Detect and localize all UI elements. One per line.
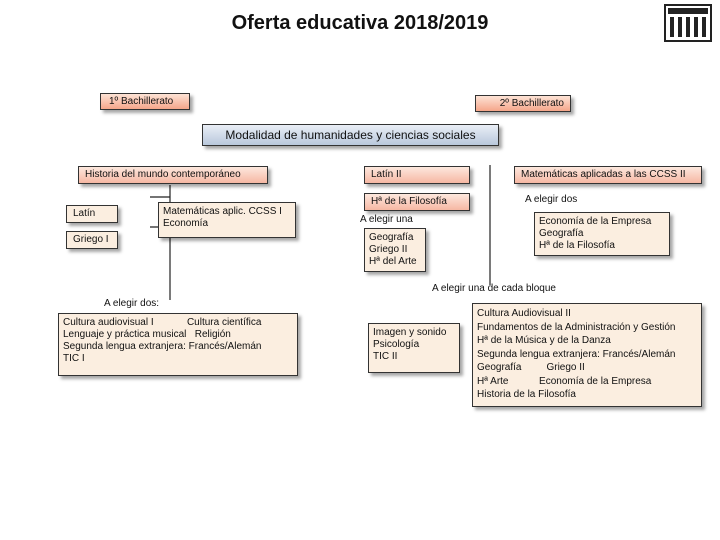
institution-logo-icon [664, 4, 712, 42]
second-year-header: 2º Bachillerato [475, 95, 571, 112]
y1-greek-box: Griego I [66, 231, 118, 249]
y2-philosophy-box: Hª de la Filosofía [364, 193, 470, 211]
first-year-header: 1º Bachillerato [100, 93, 190, 110]
modality-box: Modalidad de humanidades y ciencias sociales [202, 124, 499, 146]
y2-choose-one-label: A elegir una [360, 214, 413, 225]
y2-each-block-label: A elegir una de cada bloque [432, 283, 556, 294]
y1-choose-two-label: A elegir dos: [104, 298, 160, 309]
y2-choose-one-block: Geografía Griego II Hª del Arte [364, 228, 426, 272]
y2-latin-box: Latín II [364, 166, 470, 184]
y2-choose-two-label: A elegir dos [525, 194, 578, 205]
y2-block-a: Imagen y sonido Psicología TIC II [368, 323, 460, 373]
y1-elective-block: Cultura audiovisual I Cultura científica Lenguaje y práctica musical Religión Segunda lengua extranjera: Francés/Alemán TIC I [58, 313, 298, 376]
y1-alternative-block: Matemáticas aplic. CCSS I Economía [158, 202, 296, 238]
y1-latin-box: Latín [66, 205, 118, 223]
y2-choose-two-block: Economía de la Empresa Geografía Hª de la Filosofía [534, 212, 670, 256]
y1-core-subject: Historia del mundo contemporáneo [78, 166, 268, 184]
y2-block-b: Cultura Audiovisual II Fundamentos de la Administración y Gestión Hª de la Música y de la Danza Segunda lengua extranjera: Francés/Alemán Geografía Griego II Hª Arte Economía de la Empresa Historia de la Filosofía [472, 303, 702, 407]
y2-maths-box: Matemáticas aplicadas a las CCSS II [514, 166, 702, 184]
page-title: Oferta educativa 2018/2019 [231, 12, 489, 34]
